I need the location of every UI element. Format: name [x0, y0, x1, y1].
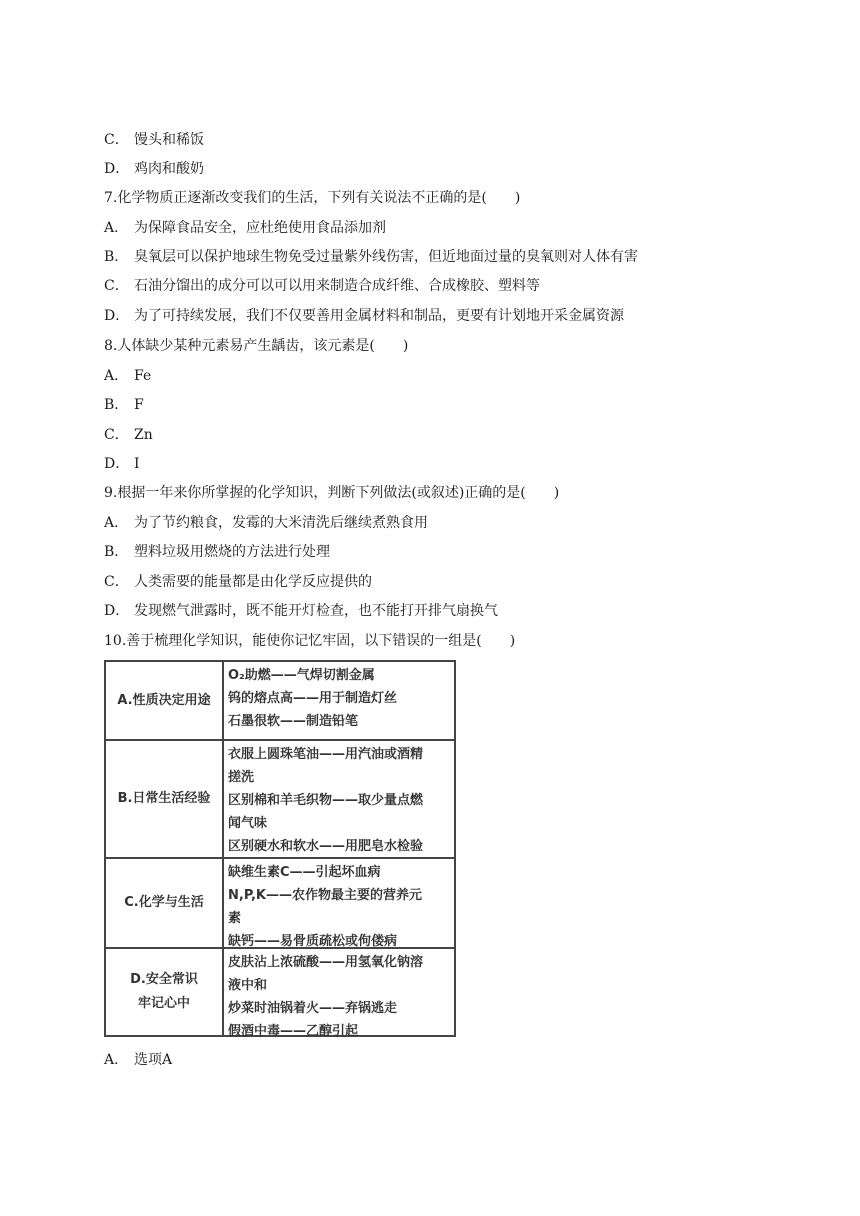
row-content: 衣服上圆珠笔油——用汽油或酒精 搓洗 区别棉和羊毛织物——取少量点燃 闻气味 区别硬水和软水——用肥皂水检验 [228, 747, 424, 854]
option-c-q8: C． Zn [104, 427, 153, 443]
option-a-q9: A． 为了节约粮食，发霉的大米清洗后继续煮熟食用 [104, 515, 428, 531]
question-7: 7.化学物质正逐渐改变我们的生活，下列有关说法不正确的是( ) [104, 190, 521, 206]
row-label: B.日常生活经验 [106, 741, 224, 857]
option-d-q6: D． 鸡肉和酸奶 [104, 161, 204, 177]
option-a-q8: A． Fe [104, 368, 152, 384]
option-c-q7: C． 石油分馏出的成分可以可以用来制造合成纤维、合成橡胶、塑料等 [104, 278, 540, 294]
table-row [106, 859, 454, 949]
row-label: D.安全常识 牢记心中 [106, 949, 224, 1035]
table-row [106, 949, 454, 1039]
option-c-q9: C． 人类需要的能量都是由化学反应提供的 [104, 574, 372, 590]
row-content: 皮肤沾上浓硫酸——用氢氧化钠溶 液中和 炒菜时油锅着火——弃锅逃走 假酒中毒——乙醇引起 [228, 955, 424, 1039]
question-10: 10.善于梳理化学知识，能使你记忆牢固，以下错误的一组是( ) [104, 633, 516, 649]
question-9: 9.根据一年来你所掌握的化学知识，判断下列做法(或叙述)正确的是( ) [104, 485, 560, 501]
option-b-q8: B． F [104, 397, 144, 413]
option-d-q9: D． 发现燃气泄露时，既不能开灯检查，也不能打开排气扇换气 [104, 603, 498, 619]
option-b-q9: B． 塑料垃圾用燃烧的方法进行处理 [104, 544, 330, 560]
table-row [106, 741, 454, 859]
option-a-q7: A． 为保障食品安全，应杜绝使用食品添加剂 [104, 220, 386, 236]
row-content: O₂助燃——气焊切割金属 钨的熔点高——用于制造灯丝 石墨很软——制造铅笔 [228, 668, 398, 729]
table-row [106, 662, 454, 741]
row-label: A.性质决定用途 [106, 662, 224, 739]
option-c-q6: C． 馒头和稀饭 [104, 132, 204, 148]
row-content: 缺维生素C——引起坏血病 N,P,K——农作物最主要的营养元 素 缺钙——易骨质疏松或佝偻病 [228, 865, 422, 949]
row-label: C.化学与生活 [106, 859, 224, 947]
option-d-q7: D． 为了可持续发展，我们不仅要善用金属材料和制品，更要有计划地开采金属资源 [104, 308, 624, 324]
knowledge-table [104, 660, 456, 1037]
option-a-q10: A． 选项A [104, 1052, 173, 1068]
option-b-q7: B． 臭氧层可以保护地球生物免受过量紫外线伤害，但近地面过量的臭氧则对人体有害 [104, 249, 638, 265]
question-8: 8.人体缺少某种元素易产生龋齿，该元素是( ) [104, 338, 409, 354]
option-d-q8: D． I [104, 456, 140, 472]
